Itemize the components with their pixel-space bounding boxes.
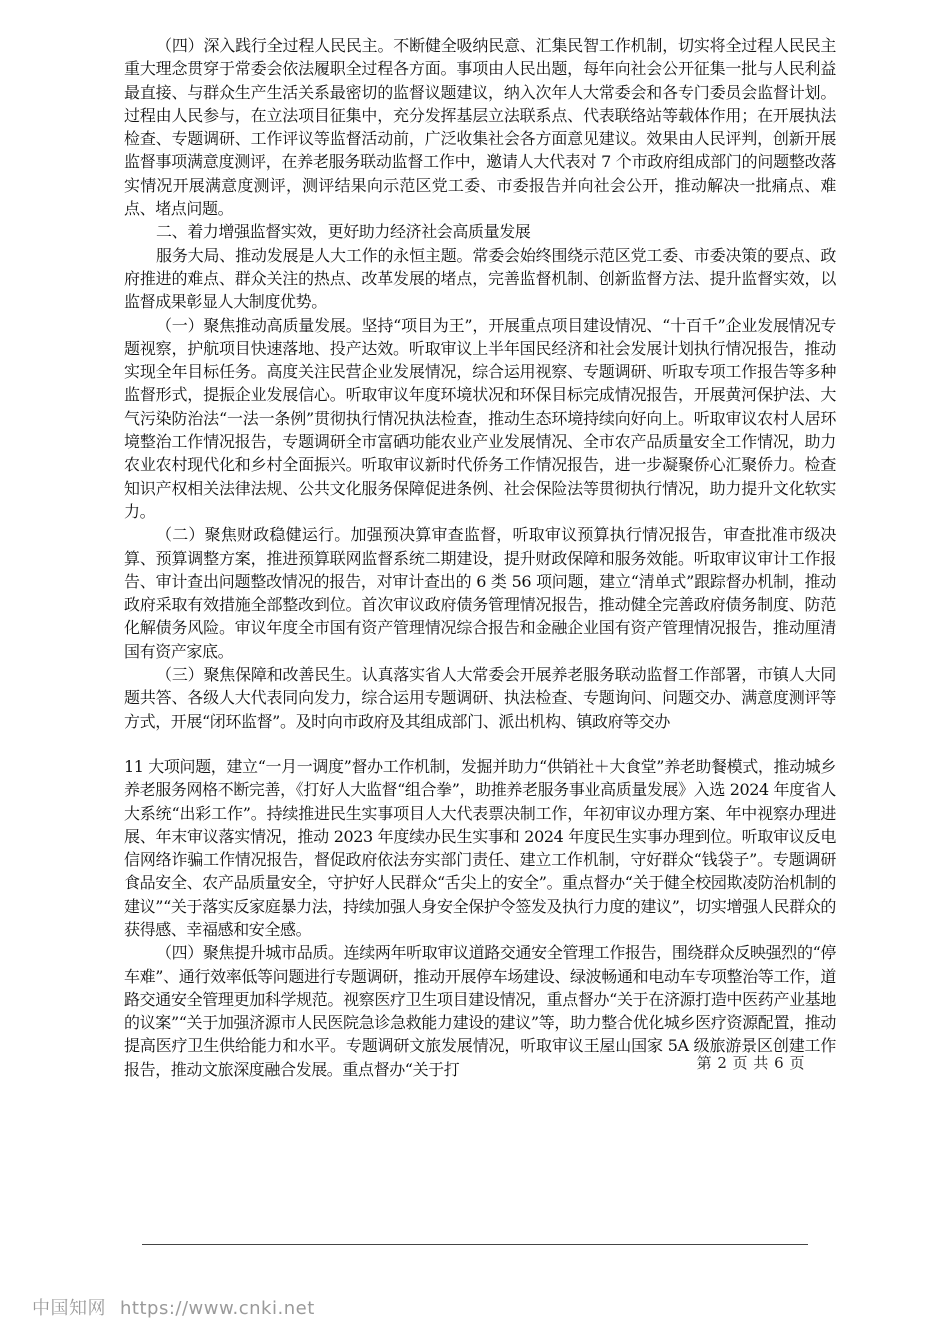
footer-divider bbox=[142, 1244, 808, 1245]
paragraph-livelihood: （三）聚焦保障和改善民生。认真落实省人大常委会开展养老服务联动监督工作部署，市镇人大同题共答、各级人大代表同向发力，综合运用专题调研、执法检查、专题询问、问题交办、满意度测评等方式，开展“闭环监督”。及时向市政府及其组成部门、派出机构、镇政府等交办 bbox=[124, 665, 836, 731]
paragraph-serve-overall: 服务大局、推动发展是人大工作的永恒主题。常委会始终围绕示范区党工委、市委决策的要点、政府推进的难点、群众关注的热点、改革发展的堵点，完善监督机制、创新监督方法、提升监督实效，以监督成果彰显人大制度优势。 bbox=[124, 245, 836, 312]
paragraph-city-quality: （四）聚焦提升城市品质。连续两年听取审议道路交通安全管理工作报告，围绕群众反映强烈的“停车难”、通行效率低等问题进行专题调研，推动开展停车场建设、绿波畅通和电动车专项整治等工作，道路交通安全管理更加科学规范。视察医疗卫生项目建设情况，重点督办“关于在济源打造中医药产业基地的议案”“关于加强济源市人民医院急诊急救能力建设的建议”等，助力整合优化城乡医疗资源配置，推动提高医疗卫生供给能力和水平。专题调研文旅发展情况，听取审议王屋山国家 5A 级旅游景区创建工作报告，推动文旅深度融合发展。重点督办“关于打 bbox=[124, 943, 836, 1079]
column-break-gap bbox=[124, 733, 836, 755]
page-body bbox=[124, 34, 836, 1081]
paragraph-whole-process-democracy: （四）深入践行全过程人民民主。不断健全吸纳民意、汇集民智工作机制，切实将全过程人民民主重大理念贯穿于常委会依法履职全过程各方面。事项由人民出题，每年向社会公开征集一批与人民利益最直接、与群众生产生活关系最密切的监督议题建议，纳入次年人大常委会和各专门委员会监督计划。过程由人民参与，在立法项目征集中，充分发挥基层立法联系点、代表联络站等载体作用；在开展执法检查、专题调研、工作评议等监督活动前，广泛收集社会各方面意见建议。效果由人民评判，创新开展监督事项满意度测评，在养老服务联动监督工作中，邀请人大代表对 7 个市政府组成部门的问题整改落实情况开展满意度测评，测评结果向示范区党工委、市委报告并向社会公开，推动解决一批痛点、难点、堵点问题。 bbox=[124, 36, 836, 219]
paragraph-livelihood-continued: 11 大项问题，建立“一月一调度”督办工作机制，发掘并助力“供销社＋大食堂”养老助餐模式，推动城乡养老服务网格不断完善，《打好人大监督“组合拳”，助推养老服务事业高质量发展》入选 2024 年度省人大系统“出彩工作”。持续推进民生实事项目人大代表票决制工作，年初审议办理方案、年中视察办理进展、年末审议落实情况，推动 2023 年度续办民生实事和 2024 年度民生实事办理到位。听取审议反电信网络诈骗工作情况报告，督促政府依法夯实部门责任、建立工作机制，守好群众“钱袋子”。专题调研食品安全、农产品质量安全，守护好人民群众“舌尖上的安全”。重点督办“关于健全校园欺凌防治机制的建议”“关于落实反家庭暴力法，持续加强人身安全保护令签发及执行力度的建议”，切实增强人民群众的获得感、幸福感和安全感。 bbox=[124, 756, 836, 939]
section-heading-supervision: 二、着力增强监督实效，更好助力经济社会高质量发展 bbox=[156, 222, 531, 242]
paragraph-fiscal-operation: （二）聚焦财政稳健运行。加强预决算审查监督，听取审议预算执行情况报告，审查批准市级决算、预算调整方案，推进预算联网监督系统二期建设，提升财政保障和服务效能。听取审议审计工作报告、审计查出问题整改情况的报告，对审计查出的 6 类 56 项问题，建立“清单式”跟踪督办机制，推动政府采取有效措施全部整改到位。首次审议政府债务管理情况报告，推动健全完善政府债务制度、防范化解债务风险。审议年度全市国有资产管理情况综合报告和金融企业国有资产管理情况报告，推动厘清国有资产家底。 bbox=[124, 525, 836, 661]
watermark-url: https://www.cnki.net bbox=[120, 1298, 315, 1319]
page-number: 第 2 页 共 6 页 bbox=[696, 1054, 805, 1072]
paragraph-high-quality-development: （一）聚焦推动高质量发展。坚持“项目为王”，开展重点项目建设情况、“十百千”企业发展情况专题视察，护航项目快速落地、投产达效。听取审议上半年国民经济和社会发展计划执行情况报告，推动实现全年目标任务。高度关注民营企业发展情况，综合运用视察、专题调研、听取专项工作报告等多种监督形式，提振企业发展信心。听取审议年度环境状况和环保目标完成情况报告，开展黄河保护法、大气污染防治法“一法一条例”贯彻执行情况执法检查，推动生态环境持续向好向上。听取审议农村人居环境整治工作情况报告，专题调研全市富硒功能农业产业发展情况、全市农产品质量安全工作情况，助力农业农村现代化和乡村全面振兴。听取审议新时代侨务工作情况报告，进一步凝聚侨心汇聚侨力。检查知识产权相关法律法规、公共文化服务保障促进条例、社会保险法等贯彻执行情况，助力提升文化软实力。 bbox=[124, 315, 836, 521]
watermark-site-name: 中国知网 bbox=[32, 1298, 106, 1319]
cnki-watermark bbox=[32, 1294, 315, 1320]
